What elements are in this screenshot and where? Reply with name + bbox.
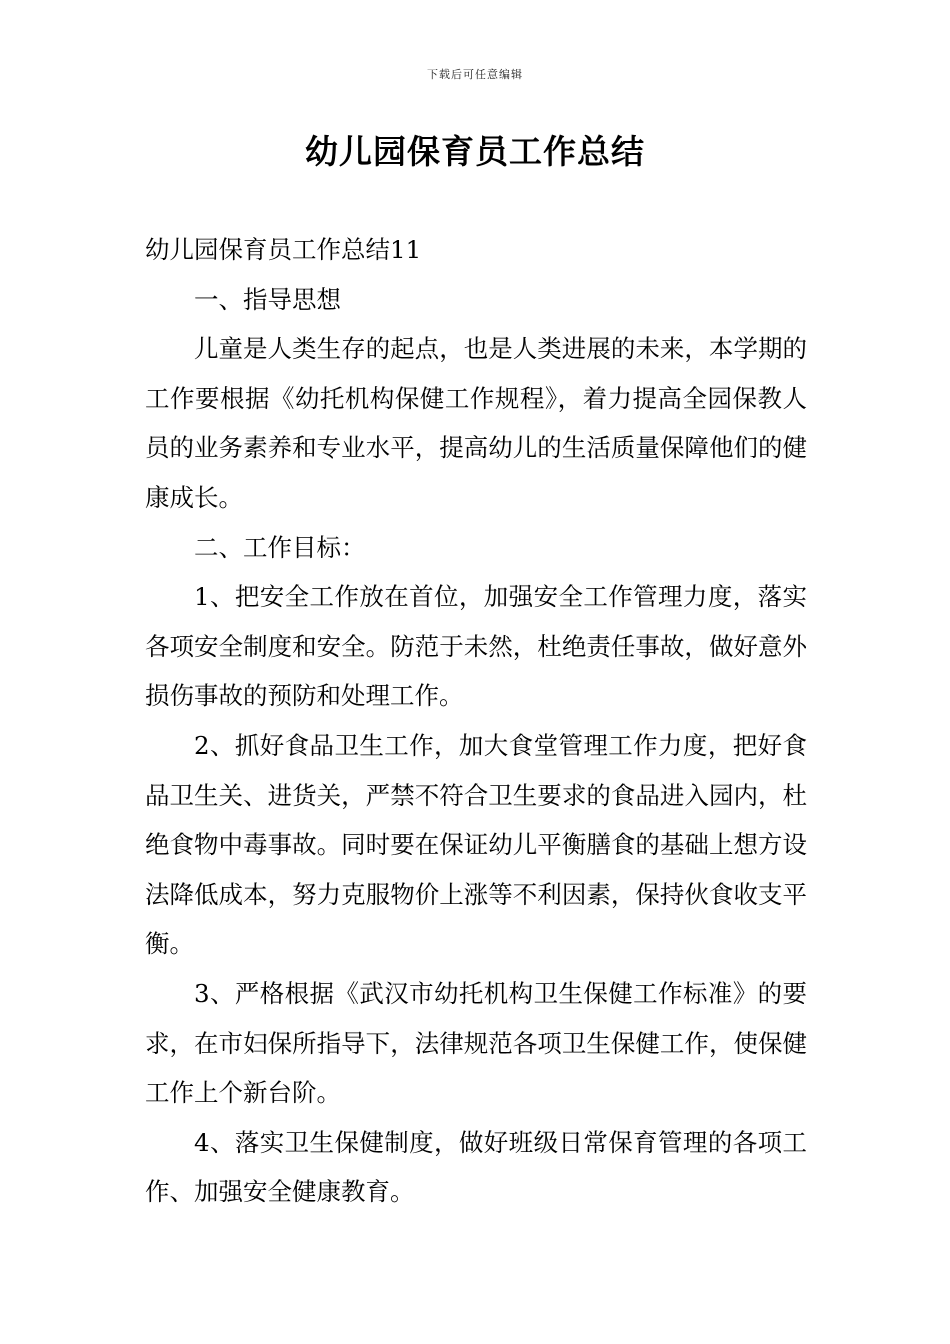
header-note: 下载后可任意编辑	[427, 68, 523, 81]
document-body	[145, 225, 807, 1217]
document-title: 幼儿园保育员工作总结	[305, 132, 645, 171]
paragraph-goal-1: 1、把安全工作放在首位，加强安全工作管理力度，落实各项安全制度和安全。防范于未然，杜绝责任事故，做好意外损伤事故的预防和处理工作。	[145, 582, 807, 711]
paragraph-goal-4: 4、落实卫生保健制度，做好班级日常保育管理的各项工作、加强安全健康教育。	[145, 1127, 807, 1207]
section-heading-guiding-thought: 一、指导思想	[194, 284, 341, 314]
paragraph-guiding-thought: 儿童是人类生存的起点，也是人类进展的未来，本学期的工作要根据《幼托机构保健工作规程》，着力提高全园保教人员的业务素养和专业水平，提高幼儿的生活质量保障他们的健康成长。	[145, 334, 807, 512]
section-heading-work-goals: 二、工作目标：	[194, 532, 366, 562]
subtitle-line: 幼儿园保育员工作总结11	[145, 235, 422, 264]
paragraph-goal-3: 3、严格根据《武汉市幼托机构卫生保健工作标准》的要求，在市妇保所指导下，法律规范各项卫生保健工作，使保健工作上个新台阶。	[145, 978, 807, 1108]
paragraph-goal-2: 2、抓好食品卫生工作，加大食堂管理工作力度，把好食品卫生关、进货关，严禁不符合卫生要求的食品进入园内，杜绝食物中毒事故。同时要在保证幼儿平衡膳食的基础上想方设法降低成本，努力克服物价上涨等不利因素，保持伙食收支平衡。	[145, 730, 807, 959]
